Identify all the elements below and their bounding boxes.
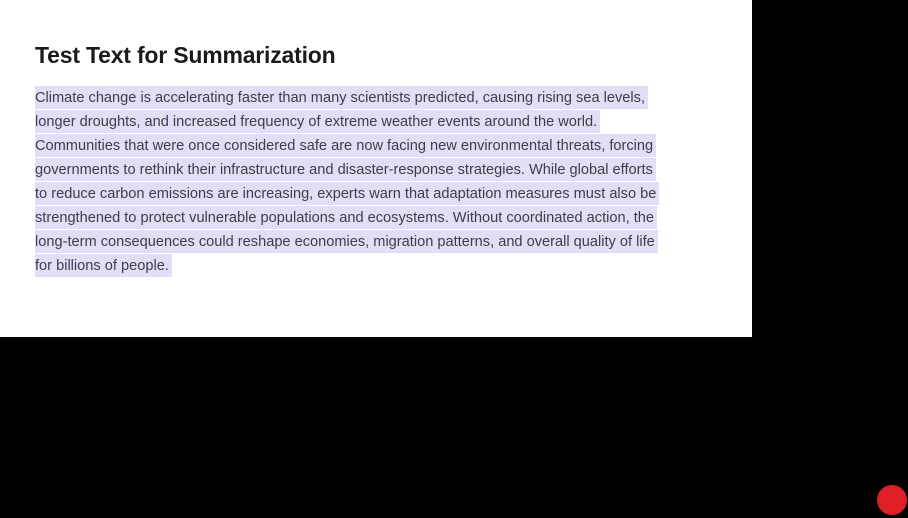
paragraph-line[interactable] (35, 254, 725, 278)
selection-highlight: long-term consequences could reshape economies, migration patterns, and overall quality of life (35, 230, 658, 253)
selection-highlight: Climate change is accelerating faster than many scientists predicted, causing rising sea levels, (35, 86, 648, 109)
selection-highlight: strengthened to protect vulnerable populations and ecosystems. Without coordinated action, the (35, 206, 657, 229)
paragraph-line[interactable] (35, 110, 725, 134)
selection-highlight: Communities that were once considered safe are now facing new environmental threats, forcing (35, 134, 656, 157)
paragraph-line[interactable] (35, 86, 725, 110)
selection-highlight: longer droughts, and increased frequency of extreme weather events around the world. (35, 110, 600, 133)
paragraph-line[interactable] (35, 230, 725, 254)
red-dot-indicator (877, 485, 907, 515)
selection-highlight: to reduce carbon emissions are increasing, experts warn that adaptation measures must also be (35, 182, 659, 205)
selection-highlight: governments to rethink their infrastructure and disaster-response strategies. While global efforts (35, 158, 656, 181)
paragraph-line[interactable] (35, 206, 725, 230)
paragraph-line[interactable] (35, 158, 725, 182)
page-title: Test Text for Summarization (35, 42, 336, 68)
paragraph-line[interactable] (35, 182, 725, 206)
selected-paragraph[interactable] (35, 86, 725, 278)
selection-highlight: for billions of people. (35, 254, 172, 277)
paragraph-line[interactable] (35, 134, 725, 158)
